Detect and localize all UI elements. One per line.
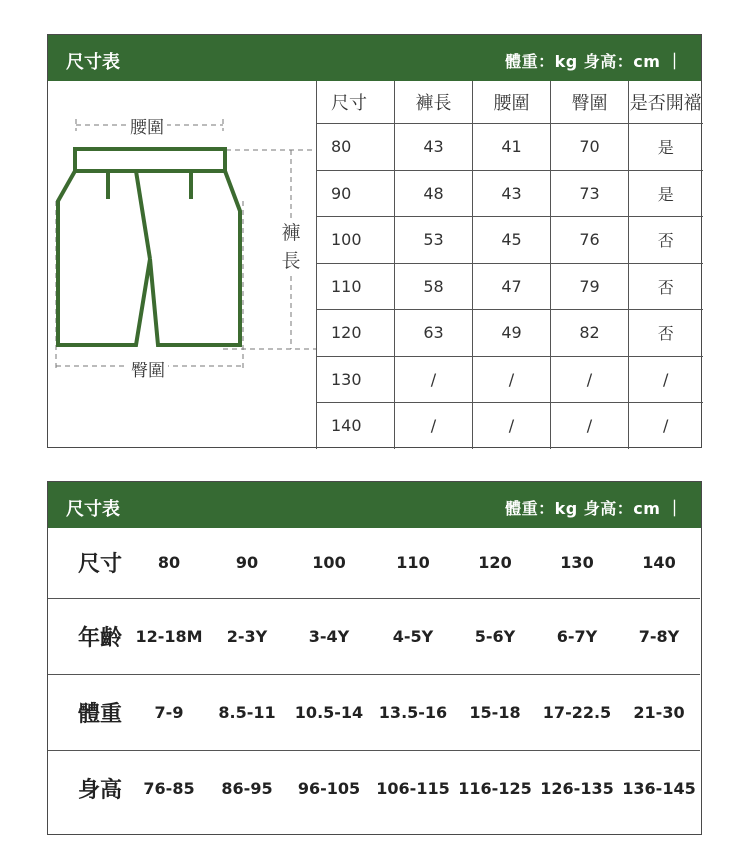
waist-label: 腰圍 xyxy=(127,118,167,138)
column-header: 尺寸 xyxy=(317,81,395,124)
waist-cell: 45 xyxy=(473,217,551,264)
header-bar xyxy=(48,35,701,81)
table-row xyxy=(48,750,700,826)
size-cell: 80 xyxy=(317,124,395,171)
age-size-chart-panel xyxy=(47,481,702,835)
table-cell: 100 xyxy=(286,528,372,598)
length-label-bottom: 長 xyxy=(279,249,303,273)
age-size-table xyxy=(48,528,700,826)
open-crotch-cell: 是 xyxy=(629,170,703,217)
table-row xyxy=(317,403,703,449)
size-cell: 90 xyxy=(317,170,395,217)
table-cell: 8.5-11 xyxy=(208,674,286,750)
hip-label: 臀圍 xyxy=(128,361,168,381)
column-header: 是否開襠 xyxy=(629,81,703,124)
table-cell: 96-105 xyxy=(297,778,361,798)
column-header: 褲長 xyxy=(395,81,473,124)
open-crotch-cell: 否 xyxy=(629,263,703,310)
length-cell: 53 xyxy=(395,217,473,264)
hip-cell: 79 xyxy=(551,263,629,310)
panel-title: 尺寸表 xyxy=(66,52,120,73)
open-crotch-cell: 否 xyxy=(629,310,703,357)
table-cell: 15-18 xyxy=(454,674,536,750)
size-measurement-table xyxy=(316,81,703,449)
table-row xyxy=(317,124,703,171)
column-header: 臀圍 xyxy=(551,81,629,124)
table-cell: 80 xyxy=(130,528,208,598)
row-label: 年齡 xyxy=(48,598,130,674)
row-label: 身高 xyxy=(77,777,122,803)
table-cell: 7-8Y xyxy=(618,598,700,674)
hip-cell: 76 xyxy=(551,217,629,264)
hip-cell: 70 xyxy=(551,124,629,171)
size-cell: 140 xyxy=(317,403,395,449)
table-cell: 5-6Y xyxy=(454,598,536,674)
length-cell: 58 xyxy=(395,263,473,310)
table-row xyxy=(48,598,700,674)
table-cell: 140 xyxy=(618,528,700,598)
table-cell: 2-3Y xyxy=(208,598,286,674)
table-cell: 7-9 xyxy=(130,674,208,750)
table-cell: 110 xyxy=(372,528,454,598)
table-cell: 3-4Y xyxy=(286,598,372,674)
table-row xyxy=(317,170,703,217)
units-note: 體重：kg 身高：cm ｜ xyxy=(505,499,683,518)
header-bar xyxy=(48,482,701,528)
length-cell: / xyxy=(395,403,473,449)
waist-cell: 49 xyxy=(473,310,551,357)
column-header: 腰圍 xyxy=(473,81,551,124)
open-crotch-cell: 否 xyxy=(629,217,703,264)
table-cell: 4-5Y xyxy=(372,598,454,674)
table-cell: 21-30 xyxy=(618,674,700,750)
table-cell: 6-7Y xyxy=(536,598,618,674)
size-cell: 110 xyxy=(317,263,395,310)
table-cell: 10.5-14 xyxy=(286,674,372,750)
table-cell: 130 xyxy=(536,528,618,598)
shorts-illustration xyxy=(48,81,316,447)
hip-cell: / xyxy=(551,403,629,449)
size-cell: 100 xyxy=(317,217,395,264)
table-cell: 106-115 xyxy=(376,778,450,798)
waist-cell: 47 xyxy=(473,263,551,310)
shorts-diagram xyxy=(48,81,316,447)
open-crotch-cell: / xyxy=(629,356,703,403)
waist-cell: 41 xyxy=(473,124,551,171)
size-cell: 130 xyxy=(317,356,395,403)
table-cell: 17-22.5 xyxy=(536,674,618,750)
table-cell: 90 xyxy=(208,528,286,598)
hip-cell: 73 xyxy=(551,170,629,217)
table-row xyxy=(317,356,703,403)
row-label: 體重 xyxy=(48,674,130,750)
table-cell: 13.5-16 xyxy=(372,674,454,750)
waist-cell: / xyxy=(473,403,551,449)
row-label: 尺寸 xyxy=(48,528,130,598)
length-cell: 43 xyxy=(395,124,473,171)
length-cell: / xyxy=(395,356,473,403)
open-crotch-cell: 是 xyxy=(629,124,703,171)
panel-title: 尺寸表 xyxy=(66,499,120,520)
waist-cell: / xyxy=(473,356,551,403)
table-row xyxy=(317,310,703,357)
table-row xyxy=(48,674,700,750)
length-cell: 63 xyxy=(395,310,473,357)
table-cell: 86-95 xyxy=(221,778,273,798)
table-row xyxy=(317,217,703,264)
table-cell: 76-85 xyxy=(143,778,195,798)
table-row xyxy=(48,528,700,598)
units-note: 體重：kg 身高：cm ｜ xyxy=(505,52,683,71)
table-row xyxy=(317,263,703,310)
table-cell: 116-125 xyxy=(458,778,532,798)
hip-cell: 82 xyxy=(551,310,629,357)
size-chart-panel xyxy=(47,34,702,448)
table-header-row xyxy=(317,81,703,124)
length-cell: 48 xyxy=(395,170,473,217)
open-crotch-cell: / xyxy=(629,403,703,449)
table-cell: 12-18M xyxy=(130,598,208,674)
table-cell: 120 xyxy=(454,528,536,598)
length-label-top: 褲 xyxy=(279,221,303,245)
table-cell: 126-135 xyxy=(540,778,614,798)
size-cell: 120 xyxy=(317,310,395,357)
waist-cell: 43 xyxy=(473,170,551,217)
hip-cell: / xyxy=(551,356,629,403)
table-cell: 136-145 xyxy=(622,778,696,798)
